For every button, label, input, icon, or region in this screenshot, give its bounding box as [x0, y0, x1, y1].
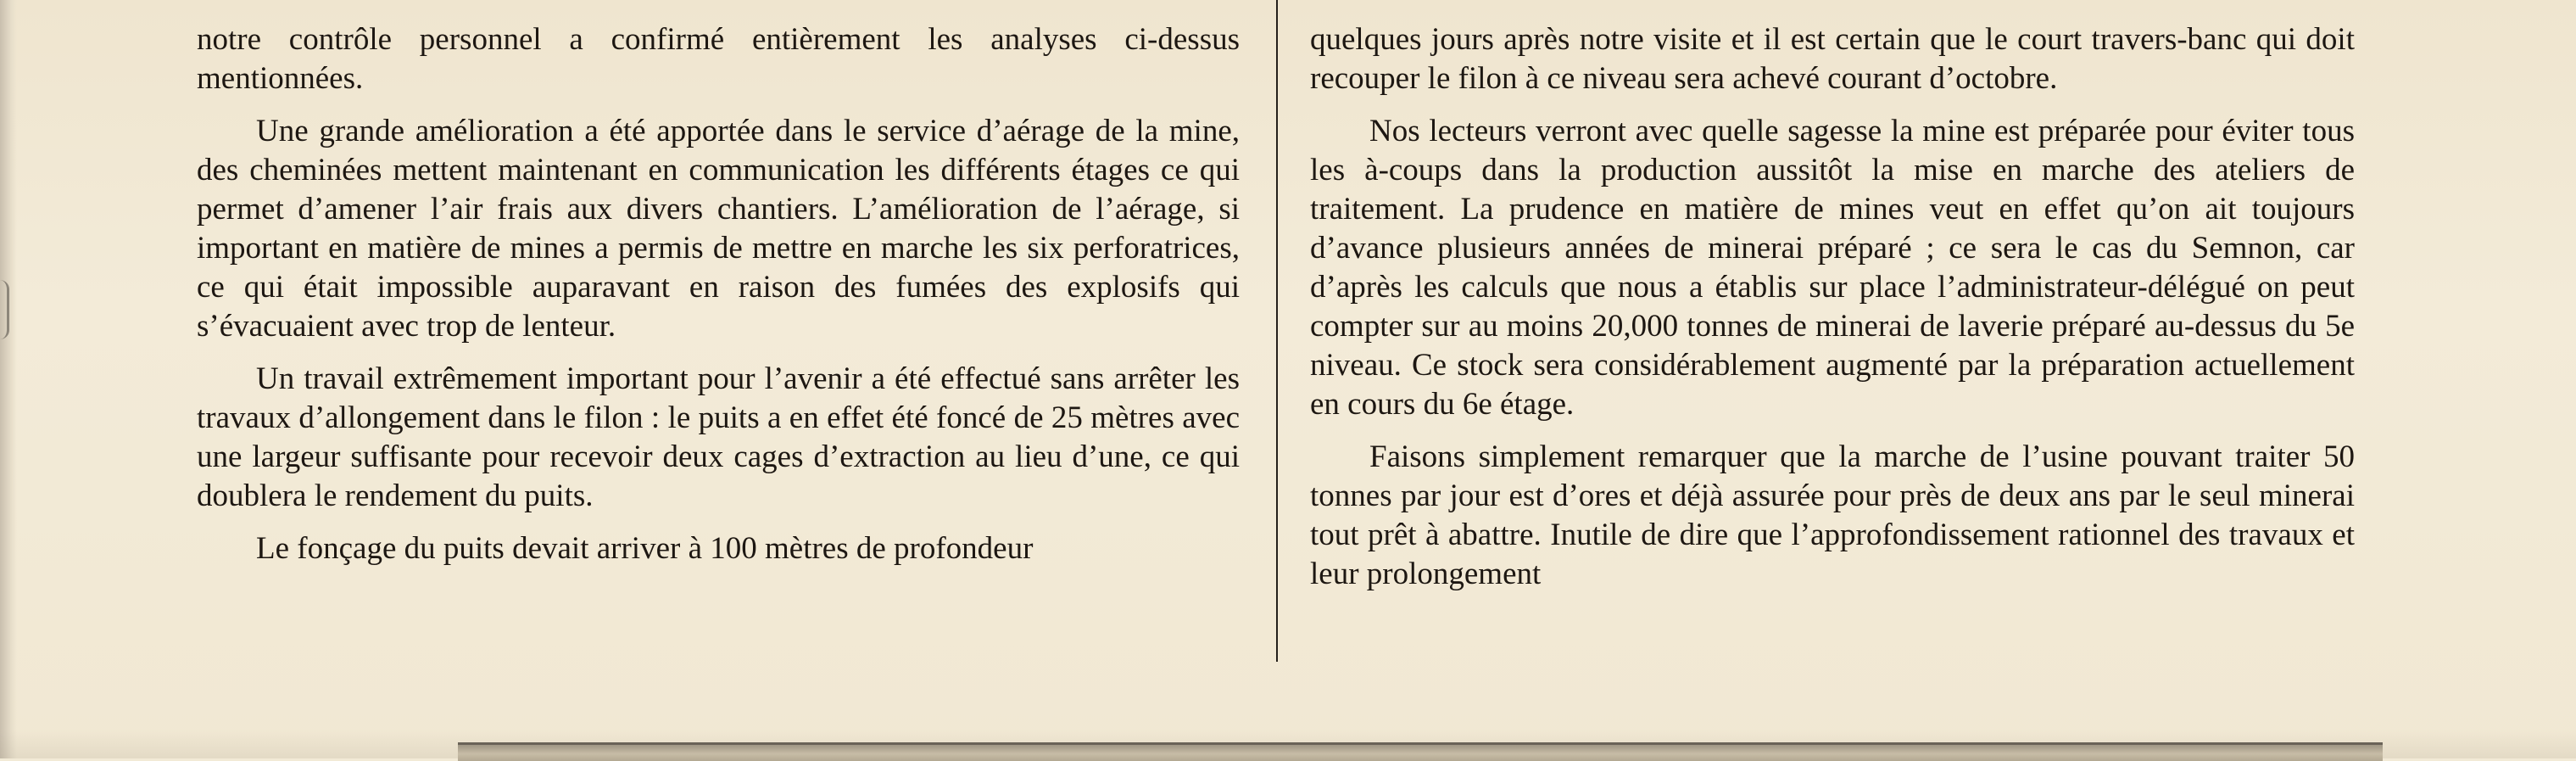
paragraph: quelques jours après notre visite et il est certain que le court travers-banc qui doit recouper le filon à ce niveau sera achevé courant d’octobre. [1310, 22, 2355, 96]
page-gutter-shadow [0, 0, 17, 758]
paragraph: Le fonçage du puits devait arriver à 100 mètres de profondeur [256, 531, 1034, 566]
column-divider-rule [1276, 0, 1278, 662]
paragraph: Un travail extrêmement important pour l’avenir a été effectué sans arrêter les travaux d’allongement dans le filon : le puits a en effet été foncé de 25 mètres avec une largeur suffisante pour recevoir deux cages d’extraction au lieu d’une, ce qui doublera le rendement du puits. [197, 361, 1240, 513]
paragraph: Une grande amélioration a été apportée dans le service d’aérage de la mine, des cheminées mettent maintenant en communication les différents étages ce qui permet d’amener l’air frais aux divers chantiers. L’amélioration de l’aérage, si important en matière de mines a permis de mettre en marche les six perforatrices, ce qui était impossible auparavant en raison des fumées des explosifs qui s’évacuaient avec trop de lenteur. [197, 114, 1240, 344]
left-text-column [197, 20, 1240, 582]
right-text-column [1310, 20, 2355, 607]
paragraph: Faisons simplement remarquer que la marche de l’usine pouvant traiter 50 tonnes par jour est d’ores et déjà assurée pour près de deux ans par le seul minerai tout prêt à abattre. Inutile de dire que l’approfondissement rationnel des travaux et leur prolongement [1310, 439, 2355, 591]
binding-edge-mark [0, 280, 9, 339]
paragraph: notre contrôle personnel a confirmé entièrement les analyses ci-dessus mentionnées. [197, 22, 1240, 96]
paragraph: Nos lecteurs verront avec quelle sagesse la mine est préparée pour éviter tous les à-coups dans la production aussitôt la mise en marche des ateliers de traitement. La prudence en matière de mines veut en effet qu’on ait toujours d’avance plusieurs années de minerai préparé ; ce sera le cas du Semnon, car d’après les calculs que nous a établis sur place l’administrateur-délégué on peut compter sur au moins 20,000 tonnes de minerai de laverie préparé au-dessus du 5e niveau. Ce stock sera considérablement augmenté par la préparation actuellement en cours du 6e étage. [1310, 114, 2355, 422]
